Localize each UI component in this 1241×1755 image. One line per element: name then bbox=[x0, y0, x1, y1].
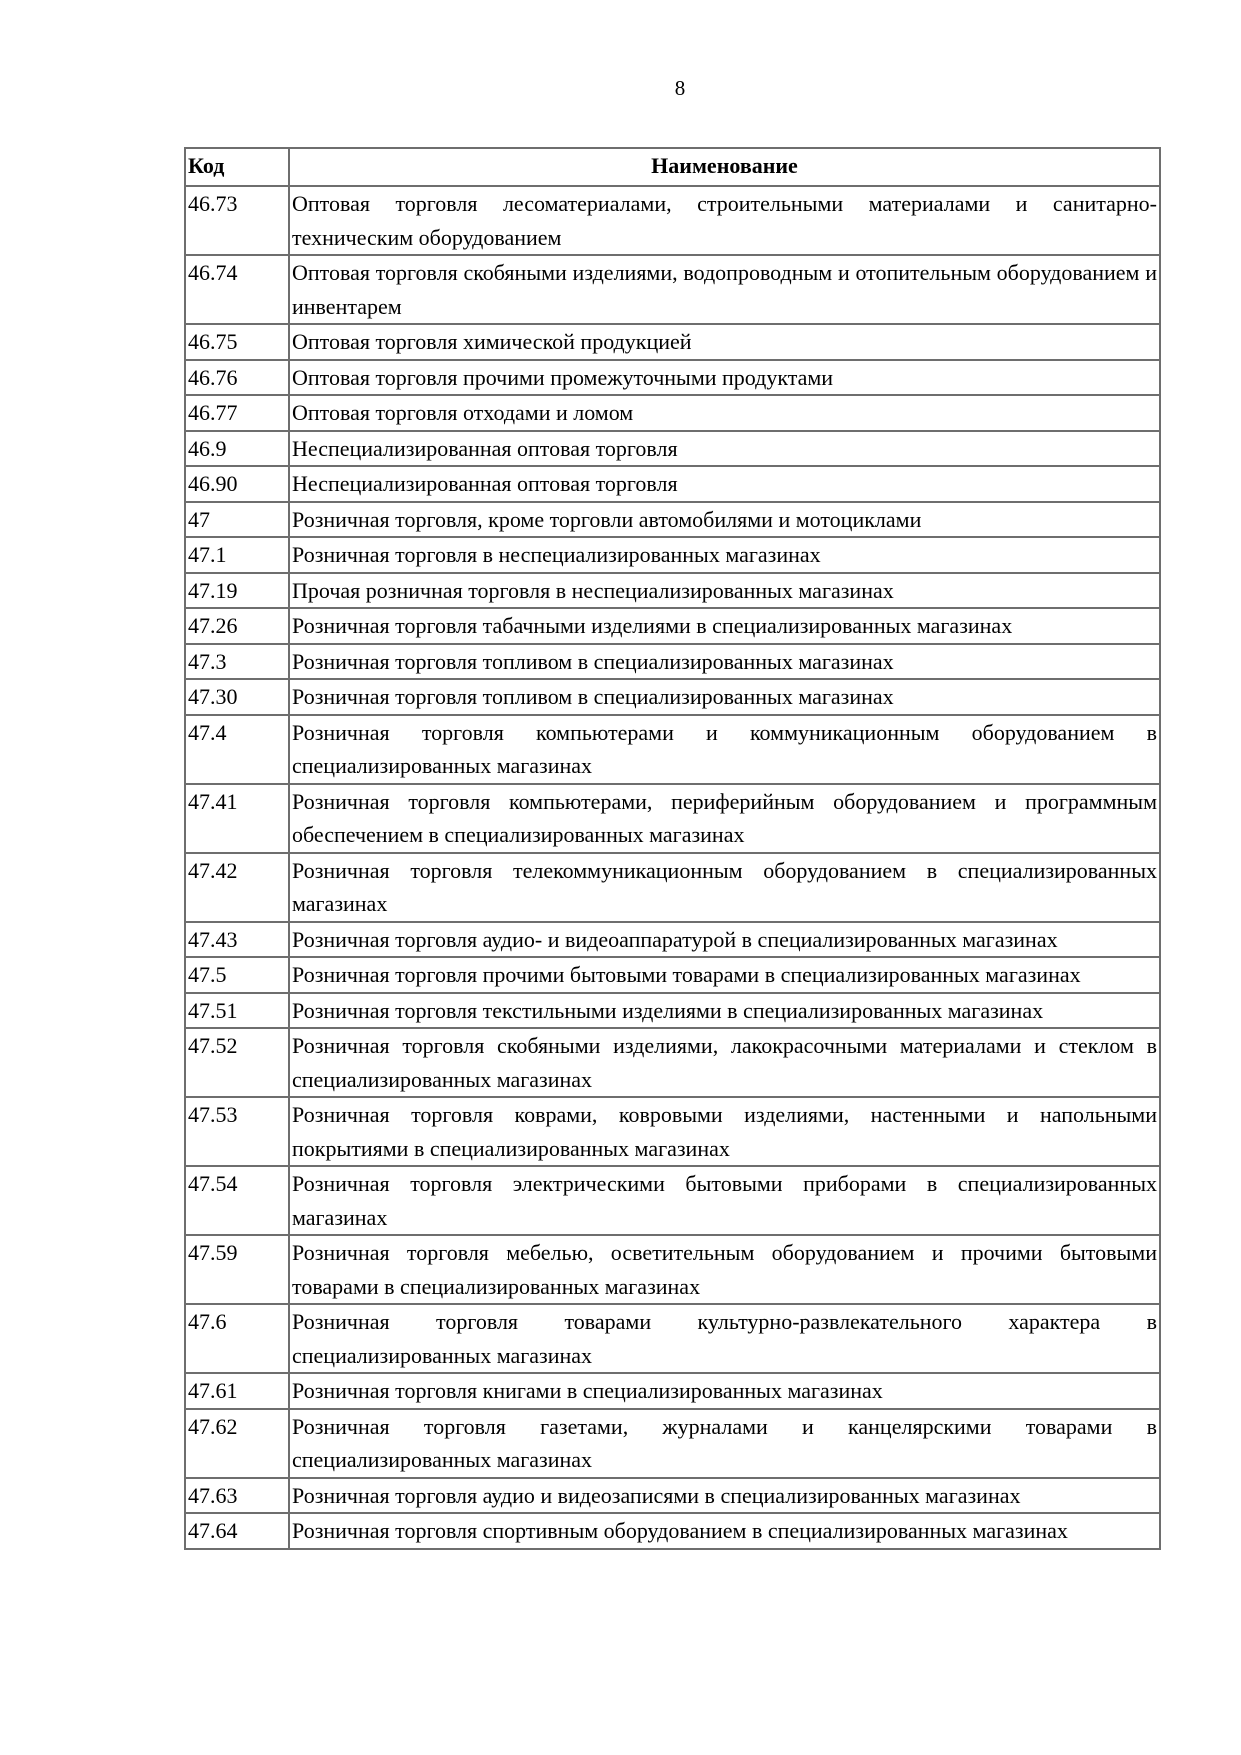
row-name: Неспециализированная оптовая торговля bbox=[289, 431, 1160, 467]
table-row bbox=[185, 255, 1160, 324]
table-row bbox=[185, 853, 1160, 922]
table-row bbox=[185, 1097, 1160, 1166]
header-code: Код bbox=[185, 148, 289, 186]
row-code: 47.43 bbox=[185, 922, 289, 958]
table-row bbox=[185, 324, 1160, 360]
row-name: Розничная торговля аудио и видеозаписями в специализированных магазинах bbox=[289, 1478, 1160, 1514]
row-name: Розничная торговля скобяными изделиями, лакокрасочными материалами и стеклом в специализированных магазинах bbox=[289, 1028, 1160, 1097]
row-code: 47.26 bbox=[185, 608, 289, 644]
okved-table bbox=[184, 147, 1161, 1550]
row-name: Неспециализированная оптовая торговля bbox=[289, 466, 1160, 502]
table-row bbox=[185, 993, 1160, 1029]
row-name: Розничная торговля компьютерами, периферийным оборудованием и программным обеспечением в специализированных магазинах bbox=[289, 784, 1160, 853]
row-name: Оптовая торговля прочими промежуточными продуктами bbox=[289, 360, 1160, 396]
row-code: 47.3 bbox=[185, 644, 289, 680]
row-code: 47.53 bbox=[185, 1097, 289, 1166]
row-code: 47.64 bbox=[185, 1513, 289, 1549]
table-row bbox=[185, 1409, 1160, 1478]
row-name: Оптовая торговля отходами и ломом bbox=[289, 395, 1160, 431]
row-code: 46.90 bbox=[185, 466, 289, 502]
row-code: 47 bbox=[185, 502, 289, 538]
row-name: Розничная торговля газетами, журналами и канцелярскими товарами в специализированных магазинах bbox=[289, 1409, 1160, 1478]
row-name: Розничная торговля топливом в специализированных магазинах bbox=[289, 644, 1160, 680]
row-code: 47.1 bbox=[185, 537, 289, 573]
row-name: Оптовая торговля скобяными изделиями, водопроводным и отопительным оборудованием и инвентарем bbox=[289, 255, 1160, 324]
row-name: Розничная торговля табачными изделиями в специализированных магазинах bbox=[289, 608, 1160, 644]
row-code: 47.41 bbox=[185, 784, 289, 853]
row-code: 47.54 bbox=[185, 1166, 289, 1235]
row-name: Розничная торговля книгами в специализированных магазинах bbox=[289, 1373, 1160, 1409]
row-code: 46.74 bbox=[185, 255, 289, 324]
row-name: Розничная торговля товарами культурно-развлекательного характера в специализированных магазинах bbox=[289, 1304, 1160, 1373]
row-name: Розничная торговля прочими бытовыми товарами в специализированных магазинах bbox=[289, 957, 1160, 993]
row-name: Розничная торговля телекоммуникационным оборудованием в специализированных магазинах bbox=[289, 853, 1160, 922]
table-body bbox=[185, 186, 1160, 1549]
table-header-row bbox=[185, 148, 1160, 186]
row-name: Оптовая торговля лесоматериалами, строительными материалами и санитарно-техническим оборудованием bbox=[289, 186, 1160, 255]
page-number: 8 bbox=[674, 76, 686, 100]
row-name: Розничная торговля аудио- и видеоаппаратурой в специализированных магазинах bbox=[289, 922, 1160, 958]
table-row bbox=[185, 1373, 1160, 1409]
row-name: Розничная торговля спортивным оборудованием в специализированных магазинах bbox=[289, 1513, 1160, 1549]
table-row bbox=[185, 922, 1160, 958]
row-name: Оптовая торговля химической продукцией bbox=[289, 324, 1160, 360]
row-code: 46.73 bbox=[185, 186, 289, 255]
row-code: 47.42 bbox=[185, 853, 289, 922]
table-row bbox=[185, 1304, 1160, 1373]
row-name: Розничная торговля коврами, ковровыми изделиями, настенными и напольными покрытиями в специализированных магазинах bbox=[289, 1097, 1160, 1166]
table-row bbox=[185, 186, 1160, 255]
row-code: 47.63 bbox=[185, 1478, 289, 1514]
row-code: 47.52 bbox=[185, 1028, 289, 1097]
table-row bbox=[185, 679, 1160, 715]
table-row bbox=[185, 644, 1160, 680]
table-row bbox=[185, 1513, 1160, 1549]
table-row bbox=[185, 784, 1160, 853]
row-name: Прочая розничная торговля в неспециализированных магазинах bbox=[289, 573, 1160, 609]
row-name: Розничная торговля электрическими бытовыми приборами в специализированных магазинах bbox=[289, 1166, 1160, 1235]
row-name: Розничная торговля, кроме торговли автомобилями и мотоциклами bbox=[289, 502, 1160, 538]
row-code: 47.4 bbox=[185, 715, 289, 784]
row-code: 47.51 bbox=[185, 993, 289, 1029]
table-row bbox=[185, 608, 1160, 644]
table-row bbox=[185, 360, 1160, 396]
row-name: Розничная торговля компьютерами и коммуникационным оборудованием в специализированных магазинах bbox=[289, 715, 1160, 784]
table-row bbox=[185, 1235, 1160, 1304]
header-name: Наименование bbox=[289, 148, 1160, 186]
table-row bbox=[185, 395, 1160, 431]
row-code: 47.19 bbox=[185, 573, 289, 609]
row-code: 46.9 bbox=[185, 431, 289, 467]
row-code: 47.59 bbox=[185, 1235, 289, 1304]
row-code: 47.6 bbox=[185, 1304, 289, 1373]
row-name: Розничная торговля в неспециализированных магазинах bbox=[289, 537, 1160, 573]
row-code: 46.77 bbox=[185, 395, 289, 431]
row-code: 47.30 bbox=[185, 679, 289, 715]
row-name: Розничная торговля топливом в специализированных магазинах bbox=[289, 679, 1160, 715]
table-row bbox=[185, 1478, 1160, 1514]
row-code: 46.76 bbox=[185, 360, 289, 396]
table-row bbox=[185, 431, 1160, 467]
row-name: Розничная торговля мебелью, осветительным оборудованием и прочими бытовыми товарами в специализированных магазинах bbox=[289, 1235, 1160, 1304]
table-row bbox=[185, 466, 1160, 502]
row-code: 47.61 bbox=[185, 1373, 289, 1409]
row-code: 47.62 bbox=[185, 1409, 289, 1478]
table-row bbox=[185, 715, 1160, 784]
row-code: 47.5 bbox=[185, 957, 289, 993]
table-row bbox=[185, 957, 1160, 993]
table-row bbox=[185, 1028, 1160, 1097]
row-code: 46.75 bbox=[185, 324, 289, 360]
table-row bbox=[185, 1166, 1160, 1235]
table-row bbox=[185, 537, 1160, 573]
table-row bbox=[185, 573, 1160, 609]
table-row bbox=[185, 502, 1160, 538]
row-name: Розничная торговля текстильными изделиями в специализированных магазинах bbox=[289, 993, 1160, 1029]
